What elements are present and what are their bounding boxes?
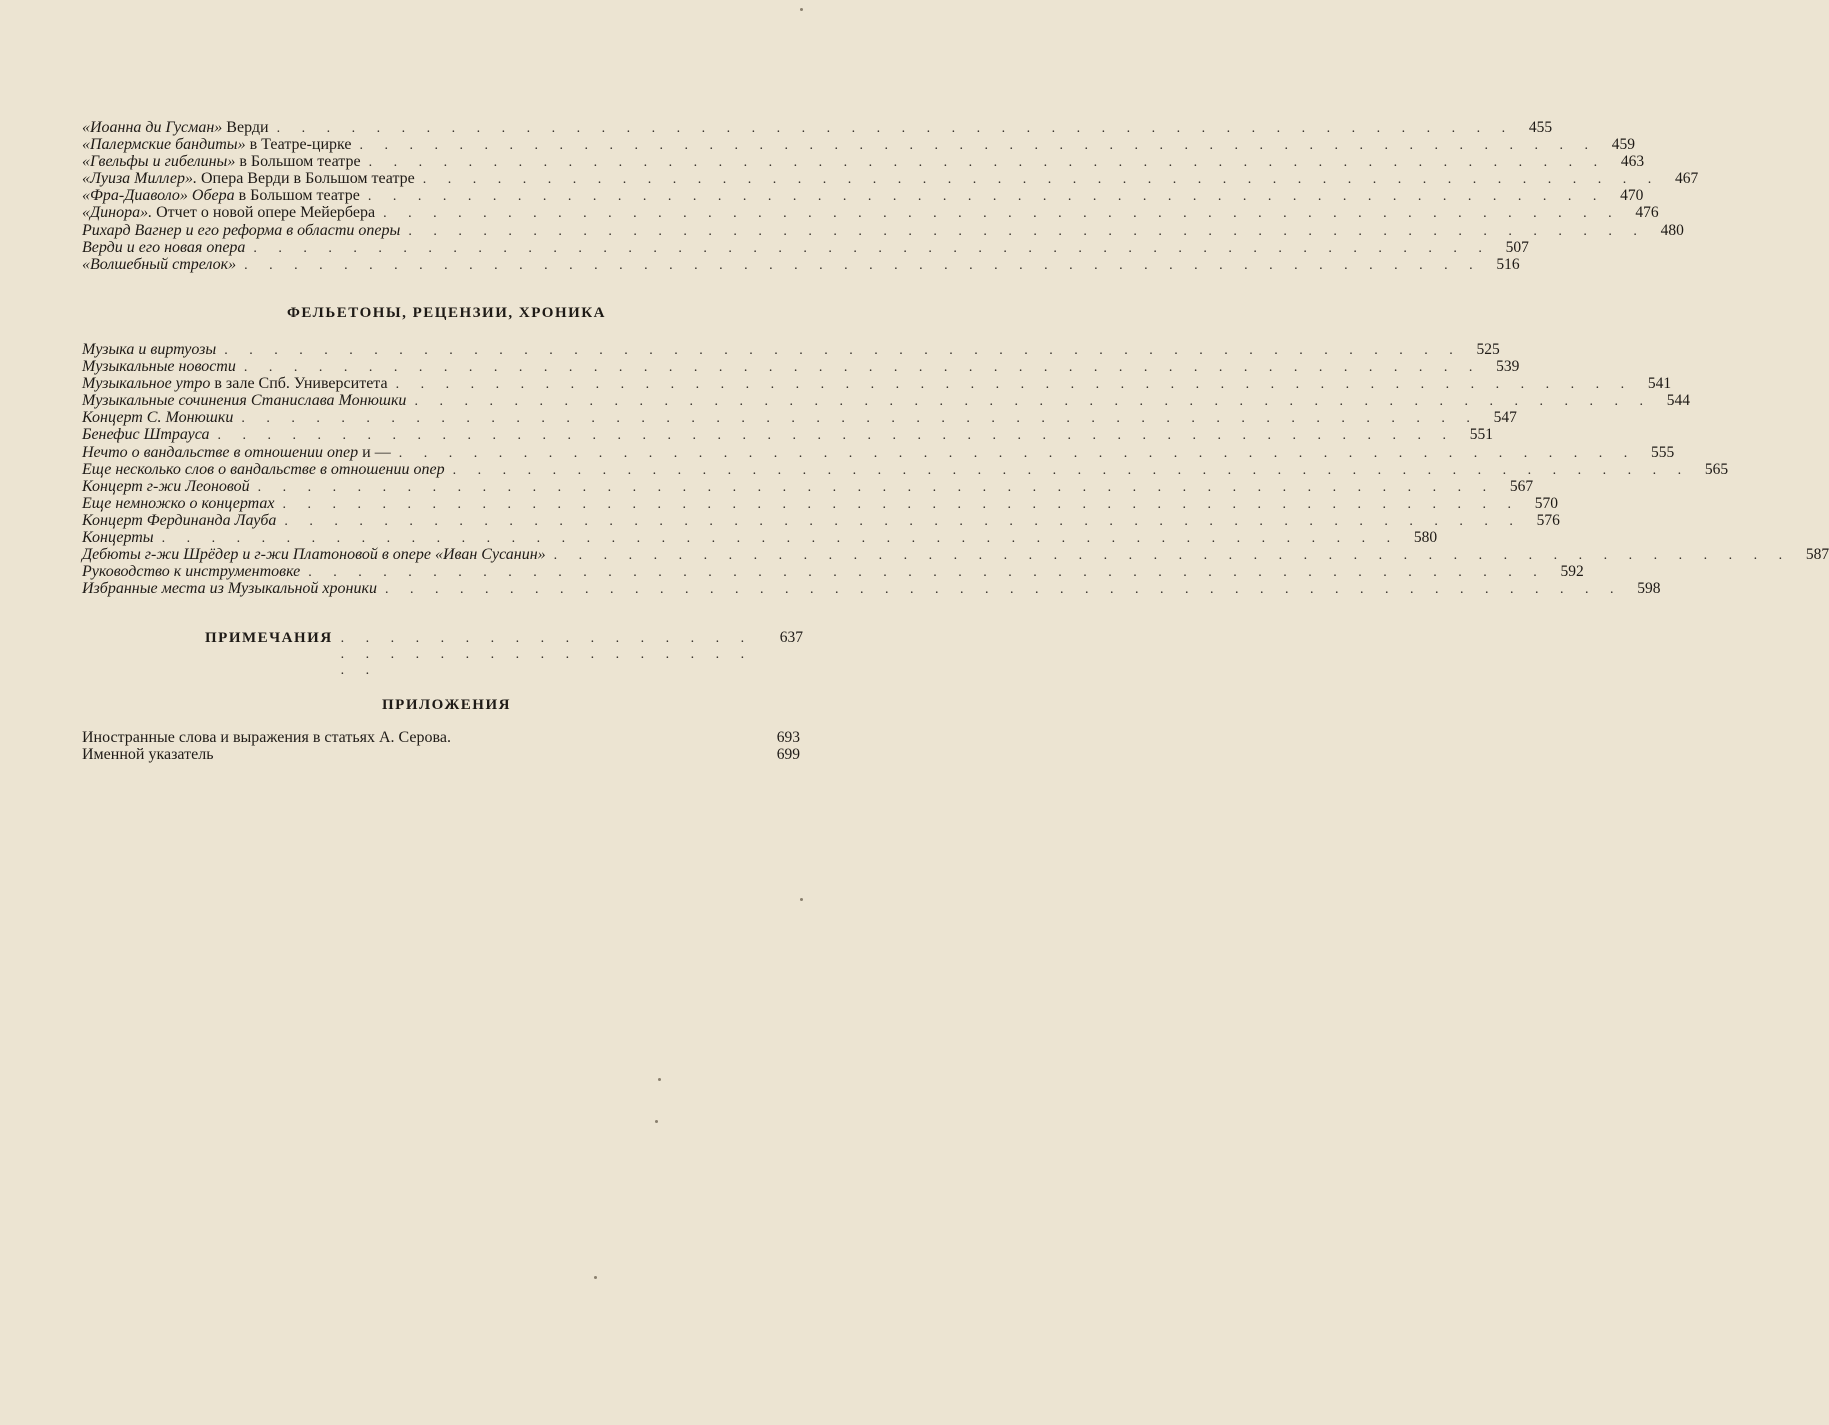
entry-title-rest: и — bbox=[358, 443, 391, 461]
entry-title-rest: в Театре-цирке bbox=[245, 136, 352, 154]
entry-page-number: 459 bbox=[1611, 136, 1636, 154]
entry-page-number: 693 bbox=[776, 729, 800, 746]
entry-title bbox=[82, 580, 377, 597]
entry-title-rest: в Большом театре bbox=[234, 187, 360, 205]
section-heading-feuilletons: ФЕЛЬЕТОНЫ, РЕЦЕНЗИИ, ХРОНИКА bbox=[286, 305, 607, 321]
notes-page: 637 bbox=[779, 629, 803, 646]
toc-entry[interactable] bbox=[82, 443, 1675, 461]
toc-entry[interactable] bbox=[82, 341, 1500, 358]
entry-page-number: 587 bbox=[1805, 546, 1829, 564]
entry-page-number: 516 bbox=[1496, 255, 1520, 273]
entry-title-italic: Еще несколько слов о вандальстве в отношении опер bbox=[82, 460, 445, 478]
entry-title bbox=[82, 153, 361, 170]
entry-title bbox=[82, 239, 245, 256]
entry-page-number: 551 bbox=[1469, 426, 1493, 444]
entry-title-rest: в Большом театре bbox=[235, 153, 361, 171]
toc-feuilletons-list bbox=[82, 341, 1829, 598]
toc-entry[interactable] bbox=[82, 546, 1829, 564]
toc-entry[interactable] bbox=[82, 187, 1644, 205]
entry-title bbox=[82, 136, 352, 153]
toc-entry[interactable] bbox=[82, 494, 1558, 512]
leader-dots: . . . . . . . . . . . . . . . . . . . . . . . . . . . . . . . . . . . . . . . . . . . . . . . . . . bbox=[253, 240, 1491, 256]
entry-title-italic: Еще немножко о концертах bbox=[82, 494, 275, 512]
entry-page-number: 476 bbox=[1635, 204, 1659, 222]
entry-title-italic: Музыкальное утро bbox=[82, 375, 211, 393]
toc-appendix-list bbox=[82, 729, 800, 763]
leader-dots: . . . . . . . . . . . . . . . . . . . . . . . . . . . . . . . . . . . . . . . . . . . . . . . . . . bbox=[367, 189, 1606, 205]
entry-title bbox=[82, 187, 360, 204]
entry-title-italic: Концерт Фердинанда Лауба bbox=[82, 511, 277, 529]
leader-dots: . . . . . . . . . . . . . . . . . . . . . . . . . . . . . . . . . . . . . . . . . . . . . . . . . . bbox=[383, 206, 1621, 222]
entry-title-italic: Нечто о вандальстве в отношении опер bbox=[82, 443, 359, 461]
entry-title bbox=[82, 375, 388, 392]
leader-dots: . . . . . . . . . . . . . . . . . . . . . . . . . . . . . . . . . . . . . . . . . . . . . . . . . . bbox=[243, 360, 1482, 376]
entry-page-number: 576 bbox=[1536, 511, 1560, 529]
entry-title bbox=[82, 512, 276, 529]
leader-dots: . . . . . . . . . . . . . . . . . . . . . . . . . . . . . . . . . . . . . . . . . . . . . . . . . . bbox=[368, 155, 1607, 171]
scan-speck bbox=[658, 1078, 661, 1081]
entry-title-italic: Музыка и виртуозы bbox=[82, 341, 217, 358]
leader-dots: . . . . . . . . . . . . . . . . . . . . . . . . . . . . . . . . . . . . . . . . . . . . . . . . . . bbox=[308, 565, 1546, 581]
entry-title bbox=[82, 392, 406, 409]
scan-speck bbox=[655, 1120, 658, 1123]
entry-title bbox=[82, 409, 233, 426]
section-heading-appendix: ПРИЛОЖЕНИЯ bbox=[382, 697, 511, 713]
toc-opera-list bbox=[82, 119, 1699, 273]
entry-title: Именной указатель bbox=[82, 746, 214, 764]
toc-entry[interactable] bbox=[82, 255, 1520, 273]
entry-page-number: 525 bbox=[1476, 341, 1500, 358]
toc-entry[interactable] bbox=[82, 375, 1672, 393]
entry-page-number: 592 bbox=[1560, 563, 1584, 581]
entry-title-italic: «Луиза Миллер». bbox=[82, 170, 197, 188]
toc-entry[interactable] bbox=[82, 238, 1529, 256]
entry-title bbox=[82, 529, 154, 546]
entry-page-number: 480 bbox=[1660, 221, 1684, 239]
leader-dots: . . . . . . . . . . . . . . . . . . . . . . . . . . . . . . . . . . . . . . . . . . . . . . . . . . bbox=[161, 531, 1400, 547]
toc-entry[interactable] bbox=[82, 460, 1729, 478]
entry-title-italic: Концерт С. Монюшки bbox=[82, 409, 234, 427]
toc-entry[interactable] bbox=[82, 580, 1661, 598]
leader-dots: . . . . . . . . . . . . . . . . . . . . . . . . . . . . . . . . . . . . . . . . . . . . . . . . . . bbox=[359, 138, 1598, 154]
entry-title bbox=[82, 563, 300, 580]
entry-page-number: 580 bbox=[1413, 529, 1438, 547]
toc-notes-row[interactable] bbox=[205, 629, 803, 679]
toc-entry[interactable] bbox=[82, 729, 800, 746]
entry-title-italic: Концерты bbox=[82, 529, 154, 547]
entry-title-italic: Музыкальные сочинения Станислава Монюшки bbox=[82, 392, 407, 410]
entry-title-rest: Опера Верди в Большом театре bbox=[196, 170, 415, 188]
entry-title bbox=[82, 478, 250, 495]
entry-title bbox=[82, 256, 236, 273]
entry-title bbox=[82, 222, 400, 239]
entry-page-number: 541 bbox=[1647, 375, 1672, 393]
toc-entry[interactable] bbox=[82, 119, 1553, 136]
entry-title-italic: Верди и его новая опера bbox=[82, 238, 246, 256]
toc-entry[interactable] bbox=[82, 136, 1636, 154]
toc-entry[interactable] bbox=[82, 221, 1684, 239]
leader-dots: . . . . . . . . . . . . . . . . . . . . . . . . . . . . . . . . . . . . . . . . . . . . . . . . . . bbox=[414, 394, 1652, 410]
entry-title-italic: Концерт г-жи Леоновой bbox=[82, 477, 250, 495]
entry-page-number: 598 bbox=[1637, 580, 1661, 598]
entry-title-rest: Верди bbox=[222, 119, 269, 136]
leader-dots: . . . . . . . . . . . . . . . . . . . . . . . . . . . . . . . . . . . . . . . . . . . . . . . . . . bbox=[398, 445, 1637, 461]
scan-speck bbox=[594, 1276, 597, 1279]
entry-page-number: 699 bbox=[776, 746, 800, 764]
toc-entry[interactable] bbox=[82, 746, 800, 763]
leader-dots: . . . . . . . . . . . . . . . . . . . . . . . . . . . . . . . . . . . . . . . . . . . . . . . . . . bbox=[217, 428, 1455, 444]
entry-title-italic: Руководство к инструментовке bbox=[82, 563, 301, 581]
entry-title-italic: Дебюты г-жи Шрёдер и г-жи Платоновой в опере «Иван Сусанин» bbox=[82, 546, 546, 564]
leader-dots: . . . . . . . . . . . . . . . . . . . . . . . . . . . . . . . . . . . . . . . . . . . . . . . . . . bbox=[284, 513, 1522, 529]
entry-page-number: 470 bbox=[1620, 187, 1644, 205]
entry-title-italic: «Гвельфы и гибелины» bbox=[82, 153, 236, 171]
toc-entry[interactable] bbox=[82, 426, 1493, 444]
entry-title bbox=[82, 204, 375, 221]
toc-entry[interactable] bbox=[82, 170, 1699, 188]
toc-entry[interactable] bbox=[82, 477, 1534, 495]
leader-dots: . . . . . . . . . . . . . . . . . . . . . . . . . . . . . . . . . . . . . . . . . . . . . . . . . . bbox=[257, 479, 1496, 495]
leader-dots: . . . . . . . . . . . . . . . . . . . . . . . . . . . . . . . . . . . . . . . . . . . . . . . . . . bbox=[276, 121, 1515, 136]
leader-dots: . . . . . . . . . . . . . . . . . . . . . . . . . . . . . . . . . . . . . . . . . . . . . . . . . . bbox=[244, 257, 1482, 273]
entry-page-number: 467 bbox=[1675, 170, 1699, 188]
scan-speck bbox=[800, 898, 803, 901]
entry-title-italic: «Иоанна ди Гусман» bbox=[82, 119, 223, 136]
entry-title-italic: «Динора». bbox=[82, 204, 153, 222]
entry-page-number: 567 bbox=[1509, 477, 1534, 495]
toc-entry[interactable] bbox=[82, 511, 1560, 529]
toc-entry[interactable] bbox=[82, 529, 1438, 547]
toc-entry[interactable] bbox=[82, 358, 1520, 376]
toc-entry[interactable] bbox=[82, 563, 1584, 581]
entry-title bbox=[82, 444, 391, 461]
entry-title bbox=[82, 495, 274, 512]
leader-dots: . . . . . . . . . . . . . . . . . . . . . . . . . . . . . . . . . . . . . . . . . . . . . . . . . . bbox=[553, 548, 1792, 564]
entry-page-number: 565 bbox=[1704, 460, 1729, 478]
leader-dots: . . . . . . . . . . . . . . . . . . . . . . . . . . . . . . . . . . . . . . . . . . . . . . . . . . bbox=[395, 377, 1634, 393]
entry-title-italic: Избранные места из Музыкальной хроники bbox=[82, 580, 377, 598]
entry-title-italic: «Волшебный стрелок» bbox=[82, 255, 237, 273]
entry-page-number: 544 bbox=[1666, 392, 1690, 410]
entry-title bbox=[82, 426, 209, 443]
entry-title bbox=[82, 358, 236, 375]
toc-entry[interactable] bbox=[82, 392, 1690, 410]
entry-title: Иностранные слова и выражения в статьях А. Серова. bbox=[82, 729, 451, 746]
entry-title-italic: Музыкальные новости bbox=[82, 358, 236, 376]
entry-page-number: 547 bbox=[1493, 409, 1517, 427]
entry-page-number: 570 bbox=[1534, 494, 1558, 512]
entry-page-number: 539 bbox=[1496, 358, 1520, 376]
entry-title-rest: Отчет о новой опере Мейербера bbox=[152, 204, 376, 222]
leader-dots: . . . . . . . . . . . . . . . . . . . . . . . . . . . . . . . . . . . . . . . . . . . . . . . . . . bbox=[422, 172, 1661, 188]
entry-title-italic: Бенефис Штрауса bbox=[82, 426, 210, 444]
entry-page-number: 507 bbox=[1505, 238, 1529, 256]
entry-page-number: 463 bbox=[1620, 153, 1645, 171]
entry-page-number: 455 bbox=[1528, 119, 1553, 136]
toc-entry[interactable] bbox=[82, 153, 1645, 171]
leader-dots: . . . . . . . . . . . . . . . . . . . . . . . . . . . . . . . . . . . . . . . . . . . . . . . . . . bbox=[384, 582, 1623, 598]
entry-title bbox=[82, 546, 546, 563]
leader-dots: . . . . . . . . . . . . . . . . . . . . . . . . . . . . . . . . . . . . . . . . . . . . . . . . . . bbox=[241, 411, 1479, 427]
entry-page-number: 555 bbox=[1650, 443, 1675, 461]
entry-title bbox=[82, 170, 415, 187]
leader-dots: . . . . . . . . . . . . . . . . . . . . . . . . . . . . . . . . . . . . . . . . . . . . . . . . . . bbox=[282, 496, 1520, 512]
scan-speck bbox=[800, 8, 803, 11]
entry-title-rest: в зале Спб. Университета bbox=[210, 375, 388, 393]
entry-title-italic: «Палермские бандиты» bbox=[82, 136, 246, 154]
entry-title-italic: Рихард Вагнер и его реформа в области оперы bbox=[82, 221, 401, 239]
toc-entry[interactable] bbox=[82, 409, 1517, 427]
leader-dots: . . . . . . . . . . . . . . . . . . . . . . . . . . . . . . . . . . . . . . . . . . . . . . . . . . bbox=[408, 223, 1646, 239]
entry-title-italic: «Фра-Диаволо» Обера bbox=[82, 187, 235, 205]
notes-title: ПРИМЕЧАНИЯ bbox=[205, 630, 333, 646]
entry-title bbox=[82, 461, 445, 478]
entry-title bbox=[82, 341, 216, 358]
leader-dots: . . . . . . . . . . . . . . . . . . . . . . . . . . . . . . . . . . . . . . . . . . . . . . . . . . bbox=[452, 462, 1691, 478]
toc-entry[interactable] bbox=[82, 204, 1659, 222]
leader-dots: . . . . . . . . . . . . . . . . . . . . . . . . . . . . . . . . . . . . bbox=[340, 631, 754, 678]
entry-title bbox=[82, 119, 269, 136]
leader-dots: . . . . . . . . . . . . . . . . . . . . . . . . . . . . . . . . . . . . . . . . . . . . . . . . . . bbox=[224, 343, 1462, 358]
